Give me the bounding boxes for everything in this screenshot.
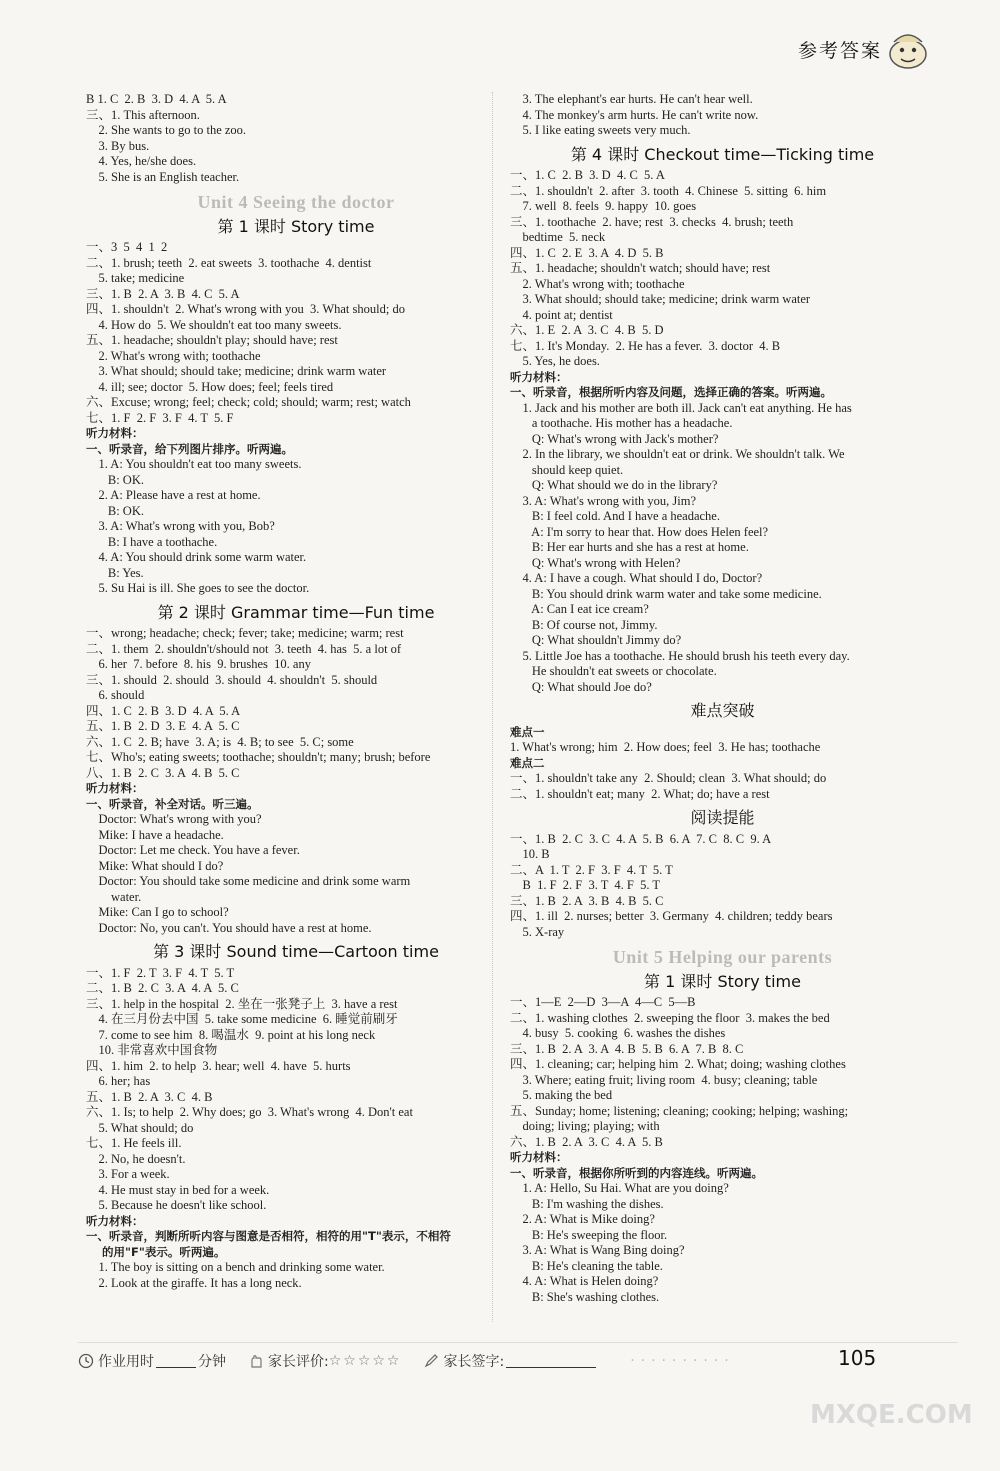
answer-line: 二、1. B 2. C 3. A 4. A 5. C [86,981,239,995]
answer-line: 二、1. them 2. shouldn't/should not 3. teeth 4. has 5. a lot of [86,641,402,656]
answer-line: 2. A: Please have a rest at home. [86,488,261,502]
answer-line: 6. should [86,688,145,702]
answer-line: 10. 非常喜欢中国食物 [86,1043,218,1057]
answer-line: 一、1. shouldn't take any 2. Should; clean 3. What should; do [510,771,827,785]
answer-line: 2. What's wrong with; toothache [510,276,685,291]
answer-line: 三、1. B 2. A 3. A 4. B 5. B 6. A 7. B 8. C [510,1041,744,1056]
answer-line: 二、1. brush; teeth 2. eat sweets 3. toothache 4. dentist [86,255,372,270]
answer-line: 3. What should; should take; medicine; drink warm water [86,364,387,378]
answer-line: 七、1. He feels ill. [86,1136,182,1150]
answer-line: B: I'm washing the dishes. [510,1196,664,1211]
unit-heading: Unit 5 Helping our parents [612,947,833,967]
answer-line: 六、1. B 2. A 3. C 4. A 5. B [510,1134,663,1149]
answer-line: 5. making the bed [510,1088,613,1102]
answer-line: 三、1. should 2. should 3. should 4. shouldn't 5. should [86,672,378,687]
answer-line: 4. ill; see; doctor 5. How does; feel; feels tired [86,379,334,394]
listening-label: 听力材料： [510,369,568,384]
answer-line: 七、1. It's Monday. 2. He has a fever. 3. doctor 4. B [510,338,781,353]
header-title: 参考答案 [797,40,882,62]
answer-line: 六、1. Is; to help 2. Why does; go 3. What's wrong 4. Don't eat [86,1105,413,1119]
section-heading: 第 2 课时 Grammar time—Fun time [157,602,435,622]
answer-line: 一、1—E 2—D 3—A 4—C 5—B [510,995,696,1009]
answer-line: 5. Yes, he does. [510,354,600,368]
answer-line: He shouldn't eat sweets or chocolate. [510,664,717,678]
right-column [510,92,935,1305]
listening-label: 一、听录音，判断所听内容与图意是否相符，相符的用"T"表示，不相符 [86,1229,451,1243]
answer-line: 七、1. F 2. F 3. F 4. T 5. F [86,410,234,425]
answer-line: Doctor: What's wrong with you? [86,812,262,826]
time-field [78,1351,226,1371]
answer-line: 六、Excuse; wrong; feel; check; cold; should; warm; rest; watch [86,395,411,409]
answer-line: Mike: Can I go to school? [86,905,229,919]
listening-label: 难点一 [510,724,545,739]
answer-line: 三、1. help in the hospital 2. 坐在一张凳子上 3. have a rest [86,996,398,1011]
answer-line: 六、1. C 2. B; have 3. A; is 4. B; to see 5. C; some [86,734,354,749]
answer-line: 三、1. This afternoon. [86,107,200,122]
answer-line: B: You should drink warm water and take some medicine. [510,586,822,601]
footer-bar [78,1342,958,1379]
answer-line: B: OK. [86,503,144,518]
listening-label: 一、听录音，根据所听内容及问题，选择正确的答案。听两遍。 [510,385,832,399]
footer-dots: ·········· [630,1353,735,1369]
answer-line: 3. The elephant's ear hurts. He can't hear well. [510,92,753,106]
page-number: 105 [838,1346,877,1370]
answer-line: 二、1. shouldn't eat; many 2. What; do; have a rest [510,786,770,801]
answer-line: 5. She is an English teacher. [86,169,240,184]
hand-icon [248,1353,264,1369]
answer-line: 2. What's wrong with; toothache [86,348,261,363]
answer-line: doing; living; playing; with [510,1119,660,1133]
listening-label: 一、听录音，补全对话。听三遍。 [86,796,259,811]
answer-line: 6. her; has [86,1074,151,1088]
answer-line: Doctor: No, you can't. You should have a rest at home. [86,920,372,935]
answer-line: B: I have a toothache. [86,534,218,549]
answer-line: 5. What should; do [86,1120,194,1135]
listening-label: 一、听录音，给下列图片排序。听两遍。 [86,441,293,456]
answer-line: Doctor: Let me check. You have a fever. [86,843,300,857]
answer-line: 一、wrong; headache; check; fever; take; medicine; warm; rest [86,626,404,640]
answer-line: B: He's sweeping the floor. [510,1227,668,1242]
answer-line: 4. How do 5. We shouldn't eat too many sweets. [86,317,342,332]
time-blank[interactable] [156,1355,196,1368]
answer-line: 二、A 1. T 2. F 3. F 4. T 5. T [510,862,673,877]
answer-line: 四、1. him 2. to help 3. hear; well 4. have 5. hurts [86,1058,351,1073]
answer-line: 4. 在三月份去中国 5. take some medicine 6. 睡觉前刷牙 [86,1012,398,1026]
answer-line: 3. A: What's wrong with you, Jim? [510,493,697,508]
section-heading: 阅读提能 [690,808,755,827]
sign-field [423,1351,598,1371]
answer-line: 1. Jack and his mother are both ill. Jack can't eat anything. He has [510,400,852,415]
answer-line: 五、1. B 2. D 3. E 4. A 5. C [86,719,240,733]
answer-line: B: He's cleaning the table. [510,1258,663,1273]
answer-line: 五、1. headache; shouldn't watch; should have; rest [510,261,771,275]
answer-line: water. [86,889,142,904]
answer-line: 3. Where; eating fruit; living room 4. busy; cleaning; table [510,1072,818,1087]
answer-line: 二、1. shouldn't 2. after 3. tooth 4. Chinese 5. sitting 6. him [510,183,827,198]
answer-line: 4. A: You should drink some warm water. [86,550,307,564]
answer-line: 2. Look at the giraffe. It has a long neck. [86,1275,302,1290]
section-heading: 难点突破 [690,701,755,720]
answer-line: Mike: What should I do? [86,858,224,873]
answer-line: 3. For a week. [86,1167,170,1181]
mascot-icon [886,28,930,72]
watermark-text: MXQE.COM [810,1400,973,1430]
answer-line: A: Can I eat ice cream? [510,602,649,616]
answer-line: 四、1. cleaning; car; helping him 2. What; doing; washing clothes [510,1057,846,1071]
section-heading: 第 1 课时 Story time [644,971,801,991]
section-heading: 第 1 课时 Story time [217,216,375,236]
answer-line: Q: What should we do in the library? [510,478,718,492]
answer-line: Doctor: You should take some medicine and drink some warm [86,874,411,888]
answer-line: 4. The monkey's arm hurts. He can't write now. [510,107,759,122]
answer-line: 四、1. shouldn't 2. What's wrong with you 3. What should; do [86,302,405,316]
answer-line: 1. What's wrong; him 2. How does; feel 3. He has; toothache [510,740,821,754]
answer-line: Q: What should Joe do? [510,679,652,694]
answer-line: bedtime 5. neck [510,230,606,244]
answer-line: 一、1. B 2. C 3. C 4. A 5. B 6. A 7. C 8. C 9. A [510,831,772,846]
answer-line: 2. She wants to go to the zoo. [86,123,247,137]
answer-line: 4. Yes, he/she does. [86,154,197,168]
answer-line: B 1. C 2. B 3. D 4. A 5. A [86,92,227,106]
sign-blank[interactable] [506,1355,596,1368]
time-label: 作业用时 [98,1354,154,1370]
answer-line: 四、1. C 2. B 3. D 4. A 5. A [86,703,241,718]
answer-line: Q: What's wrong with Jack's mother? [510,431,719,446]
rating-stars[interactable]: ☆☆☆☆☆ [328,1353,402,1369]
pen-icon [423,1353,439,1369]
answer-line: 3. A: What's wrong with you, Bob? [86,519,275,533]
answer-line: 三、1. B 2. A 3. B 4. C 5. A [86,286,240,301]
answer-line: 5. Su Hai is ill. She goes to see the doctor. [86,581,310,595]
listening-label: 听力材料： [86,781,144,795]
answer-line: 4. point at; dentist [510,307,613,322]
answer-line: A: I'm sorry to hear that. How does Helen feel? [510,524,769,539]
listening-label: 听力材料： [86,1213,144,1228]
answer-line: 三、1. toothache 2. have; rest 3. checks 4. brush; teeth [510,214,794,229]
listening-label: 听力材料： [86,426,144,440]
answer-line: 2. No, he doesn't. [86,1151,186,1166]
left-column [86,92,506,1291]
answer-line: 4. A: What is Helen doing? [510,1274,659,1288]
answer-line: 6. her 7. before 8. his 9. brushes 10. any [86,657,311,671]
answer-line: 二、1. washing clothes 2. sweeping the floor 3. makes the bed [510,1010,830,1025]
answer-line: 六、1. E 2. A 3. C 4. B 5. D [510,323,664,337]
answer-line: 4. busy 5. cooking 6. washes the dishes [510,1026,726,1040]
section-heading: 第 4 课时 Checkout time—Ticking time [570,144,875,164]
unit-heading: Unit 4 Seeing the doctor [197,192,395,212]
answer-line: 1. The boy is sitting on a bench and drinking some water. [86,1260,385,1274]
answer-line: B: She's washing clothes. [510,1289,660,1304]
answer-line: 四、1. ill 2. nurses; better 3. Germany 4. children; teddy bears [510,909,833,923]
answer-line: 2. A: What is Mike doing? [510,1212,655,1226]
section-heading: 第 3 课时 Sound time—Cartoon time [153,942,439,961]
answer-line: 5. X-ray [510,924,565,939]
answer-line: 五、1. headache; shouldn't play; should have; rest [86,333,338,347]
answer-line: Q: What's wrong with Helen? [510,555,681,570]
listening-label: 一、听录音，根据你所听到的内容连线。听两遍。 [510,1165,763,1180]
answer-line: 三、1. B 2. A 3. B 4. B 5. C [510,893,664,908]
answer-line: B: Her ear hurts and she has a rest at home. [510,540,749,554]
listening-label: 听力材料： [510,1150,568,1164]
answer-line: a toothache. His mother has a headache. [510,416,733,430]
eval-field [248,1351,401,1371]
answer-line: Q: What shouldn't Jimmy do? [510,633,682,647]
minutes-label: 分钟 [198,1354,226,1370]
clock-icon [78,1353,94,1369]
answer-line: 七、Who's; eating sweets; toothache; shouldn't; many; brush; before [86,750,431,764]
answer-line: B: OK. [86,472,144,487]
listening-label: 的用"F"表示。听两遍。 [86,1244,226,1259]
answer-line: 四、1. C 2. E 3. A 4. D 5. B [510,245,664,260]
answer-line: 2. In the library, we shouldn't eat or drink. We shouldn't talk. We [510,447,845,461]
answer-line: B 1. F 2. F 3. T 4. F 5. T [510,878,661,892]
answer-line: 一、1. C 2. B 3. D 4. C 5. A [510,168,665,182]
answer-line: 五、1. B 2. A 3. C 4. B [86,1089,213,1104]
answer-line: 5. Little Joe has a toothache. He should brush his teeth every day. [510,648,850,663]
answer-line: Mike: I have a headache. [86,827,224,842]
answer-line: B: Yes. [86,565,144,580]
answer-line: 10. B [510,847,550,861]
answer-line: should keep quiet. [510,462,624,477]
answer-line: 3. A: What is Wang Bing doing? [510,1243,685,1257]
answer-line: 5. I like eating sweets very much. [510,123,691,137]
answer-line: 4. He must stay in bed for a week. [86,1182,270,1197]
answer-line: 7. well 8. feels 9. happy 10. goes [510,199,697,213]
answer-line: 1. A: You shouldn't eat too many sweets. [86,457,302,471]
eval-label: 家长评价: [268,1354,329,1370]
answer-line: 1. A: Hello, Su Hai. What are you doing? [510,1181,729,1195]
answer-line: 5. take; medicine [86,271,185,285]
answer-line: B: I feel cold. And I have a headache. [510,509,720,523]
answer-line: 3. By bus. [86,138,150,153]
answer-line: 八、1. B 2. C 3. A 4. B 5. C [86,765,240,780]
answer-line: 一、1. F 2. T 3. F 4. T 5. T [86,965,235,980]
sign-label: 家长签字: [443,1354,505,1370]
answer-line: 7. come to see him 8. 喝温水 9. point at his long neck [86,1027,376,1042]
answer-line: 一、3 5 4 1 2 [86,240,168,254]
answer-line: 5. Because he doesn't like school. [86,1198,267,1212]
answer-line: 3. What should; should take; medicine; drink warm water [510,292,811,306]
answer-line: 4. A: I have a cough. What should I do, Doctor? [510,571,763,585]
listening-label: 难点二 [510,755,545,770]
answer-line: B: Of course not, Jimmy. [510,617,658,632]
answer-line: 五、Sunday; home; listening; cleaning; cooking; helping; washing; [510,1103,849,1118]
